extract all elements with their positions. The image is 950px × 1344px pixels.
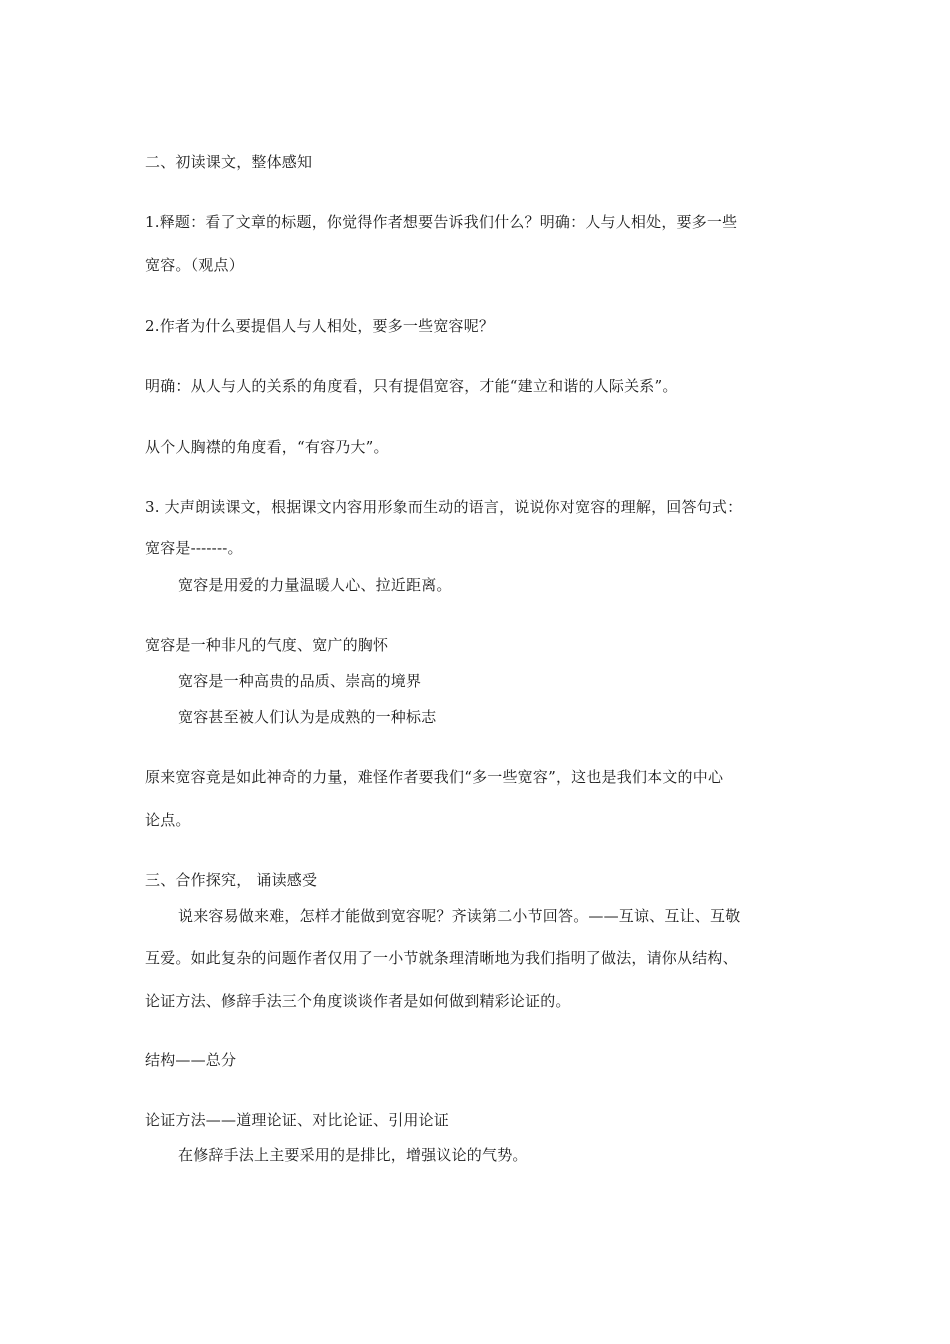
section-heading-3: 三、合作探究， 诵读感受 xyxy=(145,871,318,889)
paragraph-line: 宽容是一种非凡的气度、宽广的胸怀 xyxy=(145,636,389,654)
paragraph-line: 在修辞手法上主要采用的是排比，增强议论的气势。 xyxy=(178,1146,528,1164)
section-heading-2: 二、初读课文，整体感知 xyxy=(145,153,313,171)
paragraph-line: 说来容易做来难，怎样才能做到宽容呢？齐读第二小节回答。——互谅、互让、互敬 xyxy=(178,907,741,925)
paragraph-line: 宽容甚至被人们认为是成熟的一种标志 xyxy=(178,708,437,726)
paragraph-line: 宽容是用爱的力量温暖人心、拉近距离。 xyxy=(178,576,452,594)
paragraph-line: 论证方法——道理论证、对比论证、引用论证 xyxy=(145,1111,450,1129)
paragraph-line: 3. 大声朗读课文，根据课文内容用形象而生动的语言，说说你对宽容的理解，回答句式： xyxy=(145,498,743,516)
paragraph-line: 互爱。如此复杂的问题作者仅用了一小节就条理清晰地为我们指明了做法，请你从结构、 xyxy=(145,949,738,967)
paragraph-line: 原来宽容竟是如此神奇的力量，难怪作者要我们“多一些宽容”，这也是我们本文的中心 xyxy=(145,768,724,786)
paragraph-line: 论点。 xyxy=(145,811,191,829)
paragraph-line: 宽容。（观点） xyxy=(145,256,244,274)
paragraph-line: 宽容是-------。 xyxy=(145,539,243,557)
paragraph-line: 论证方法、修辞手法三个角度谈谈作者是如何做到精彩论证的。 xyxy=(145,992,571,1010)
paragraph-line: 1.释题：看了文章的标题，你觉得作者想要告诉我们什么？明确：人与人相处，要多一些 xyxy=(145,213,738,231)
paragraph-line: 明确：从人与人的关系的角度看，只有提倡宽容，才能“建立和谐的人际关系”。 xyxy=(145,377,678,395)
paragraph-line: 从个人胸襟的角度看，“有容乃大”。 xyxy=(145,438,389,456)
paragraph-line: 2.作者为什么要提倡人与人相处，要多一些宽容呢？ xyxy=(145,317,495,335)
paragraph-line: 宽容是一种高贵的品质、崇高的境界 xyxy=(178,672,422,690)
paragraph-line: 结构——总分 xyxy=(145,1051,237,1069)
